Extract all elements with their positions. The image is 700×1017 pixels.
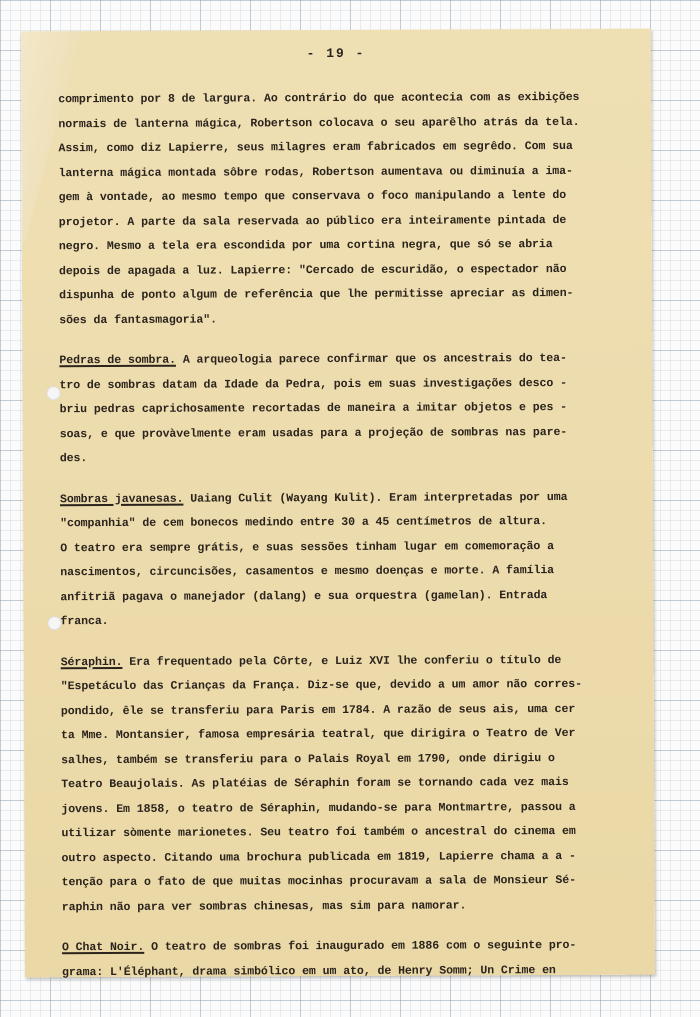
text-line: dispunha de ponto algum de referência que lhe permitisse apreciar as dimen- bbox=[59, 286, 574, 303]
text-line: gem à vontade, ao mesmo tempo que conservava o foco manipulando a lente do bbox=[58, 189, 567, 205]
text-line: Pedras de sombra. A arqueologia parece confirmar que os ancestrais do tea- bbox=[59, 352, 567, 368]
section-heading: Séraphin. bbox=[60, 655, 123, 669]
body-text bbox=[58, 86, 610, 985]
text-line: grama: L'Éléphant, drama simbólico em um ato, de Henry Somm; Un Crime en bbox=[62, 963, 556, 979]
text-line: Séraphin. Era frequentado pela Côrte, e Luiz XVI lhe conferiu o título de bbox=[60, 653, 562, 669]
text-line: Teatro Beaujolais. As platéias de Séraphin foram se tornando cada vez mais bbox=[61, 775, 569, 792]
text-line: salhes, também se transferiu para o Palais Royal em 1790, onde dirigiu o bbox=[61, 751, 555, 767]
text-line: nascimentos, circuncisões, casamentos e mesmo doenças e morte. A família bbox=[60, 564, 555, 580]
text-line: anfitriã pagava o manejador (dalang) e sua orquestra (gamelan). Entrada bbox=[60, 588, 548, 604]
text-line: O Chat Noir. O teatro de sombras foi inaugurado em 1886 com o seguinte pro- bbox=[61, 938, 577, 955]
text-line: O teatro era sempre grátis, e suas sessões tinham lugar em comemoração a bbox=[60, 539, 554, 555]
punch-hole bbox=[47, 616, 61, 630]
text-line: soas, e que provàvelmente eram usadas para a projeção de sombras nas pare- bbox=[59, 425, 568, 441]
text-line: normais de lanterna mágica, Robertson colocava o seu aparêlho atrás da tela. bbox=[58, 115, 580, 131]
page-number: - 19 - bbox=[306, 45, 366, 62]
text-line: tenção para o fato de que muitas mocinhas procuravam a sala de Monsieur Sé- bbox=[61, 873, 576, 890]
punch-hole bbox=[46, 386, 60, 400]
text-line: des. bbox=[59, 452, 88, 466]
typewritten-page bbox=[21, 29, 655, 978]
text-line: pondido, êle se transferiu para Paris em 1784. A razão de seus ais, uma cer bbox=[60, 702, 576, 718]
section-heading: O Chat Noir. bbox=[61, 940, 145, 955]
section-heading: Sombras javanesas. bbox=[59, 492, 184, 506]
text-line: tro de sombras datam da Idade da Pedra, pois em suas investigações desco - bbox=[59, 376, 567, 392]
text-line: Sombras javanesas. Uaiang Culit (Wayang Kulit). Eram interpretadas por uma bbox=[59, 490, 568, 506]
text-line: "companhia" de cem bonecos medindo entre 30 a 45 centímetros de altura. bbox=[60, 515, 547, 531]
text-line: raphin não para ver sombras chinesas, mas sim para namorar. bbox=[61, 898, 467, 914]
text-line: jovens. Em 1858, o teatro de Séraphin, mudando-se para Montmartre, passou a bbox=[61, 800, 576, 816]
text-line: Assim, como diz Lapierre, seus milagres eram fabricados em segrêdo. Com sua bbox=[58, 139, 573, 156]
text-line: ta Mme. Montansier, famosa empresária teatral, que dirigira o Teatro de Ver bbox=[60, 726, 576, 743]
text-line: franca. bbox=[60, 615, 109, 629]
text-line: projetor. A parte da sala reservada ao público era inteiramente pintada de bbox=[58, 213, 567, 229]
text-line: lanterna mágica montada sôbre rodas, Robertson aumentava ou diminuía a ima- bbox=[58, 164, 573, 180]
text-line: outro aspecto. Citando uma brochura publicada em 1819, Lapierre chama a a - bbox=[61, 849, 576, 865]
section-heading: Pedras de sombra. bbox=[59, 353, 176, 368]
text-line: utilizar sòmente marionetes. Seu teatro foi também o ancestral do cinema em bbox=[61, 824, 576, 841]
text-line: sões da fantasmagoria". bbox=[59, 313, 217, 327]
text-line: comprimento por 8 de largura. Ao contrário do que acontecia com as exibições bbox=[58, 90, 580, 107]
text-line: "Espetáculo das Crianças da França. Diz-se que, devido a um amor não corres- bbox=[60, 677, 582, 694]
text-line: briu pedras caprichosamente recortadas de maneira a imitar objetos e pes - bbox=[59, 400, 568, 417]
text-line: negro. Mesmo a tela era escondida por uma cortina negra, que só se abria bbox=[58, 238, 553, 254]
text-line: depois de apagada a luz. Lapierre: "Cercado de escuridão, o espectador não bbox=[58, 262, 567, 278]
